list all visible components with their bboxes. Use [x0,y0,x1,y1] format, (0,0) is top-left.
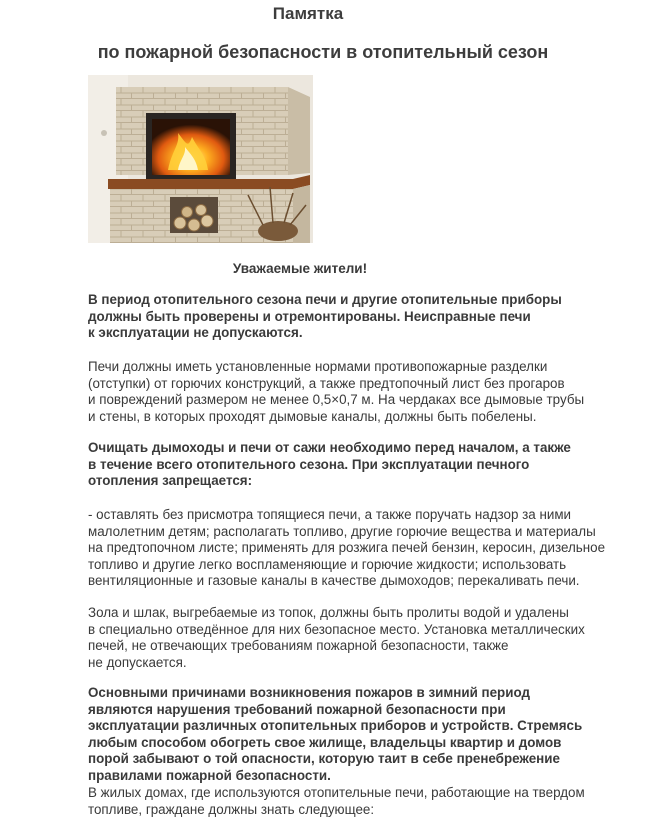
paragraph-causes: Основными причинами возникновения пожаров в зимний период являются нарушения требований пожарной безопасности при эксплуатации различных отопительных приборов и устройств. Стремясь любым способом обогреть свое жилище, владельцы квартир и домов порой забывают о той опасности, которую таит в себе пренебрежение правилами пожарной безопасности. [88,685,583,783]
paragraph-prohibitions: - оставлять без присмотра топящиеся печи, а также поручать надзор за ними малолетним детям; располагать топливо, другие горючие вещества и материалы на предтопочном листе; применять для розжига печей бензин, керосин, дизельное топливо и другие легко воспламеняющие и горючие жидкости; использовать вентиляционные и газовые каналы в качестве дымоходов; перекаливать печи. [88,507,606,588]
page-title: Памятка [272,4,344,23]
page-subtitle: по пожарной безопасности в отопительный сезон [97,42,549,62]
paragraph-residents: В жилых домах, где используются отопительные печи, работающие на твердом топливе, граждане должны знать следующее: [88,785,585,817]
fireplace-illustration [88,75,313,243]
paragraph-cleaning: Очищать дымоходы и печи от сажи необходимо перед началом, а также в течение всего отопительного сезона. При эксплуатации печного отопления запрещается: [88,440,571,488]
paragraph-requirements: Печи должны иметь установленные нормами противопожарные разделки (отступки) от горючих конструкций, а также предтопочный лист без прогаров и повреждений размером не менее 0,5×0,7 м. На чердаках все дымовые трубы и стены, в которых проходят дымовые каналы, должны быть побелены. [88,359,585,424]
fireplace-photo [88,75,313,243]
paragraph-intro: В период отопительного сезона печи и другие отопительные приборы должны быть проверены и отремонтированы. Неисправные печи к эксплуатации не допускаются. [88,292,562,340]
paragraph-ash: Зола и шлак, выгребаемые из топок, должны быть пролиты водой и удалены в специально отведённое для них безопасное место. Установка металлических печей, не отвечающих требованиям пожарной безопасности, также не допускается. [88,605,585,670]
greeting: Уважаемые жители! [232,261,368,276]
